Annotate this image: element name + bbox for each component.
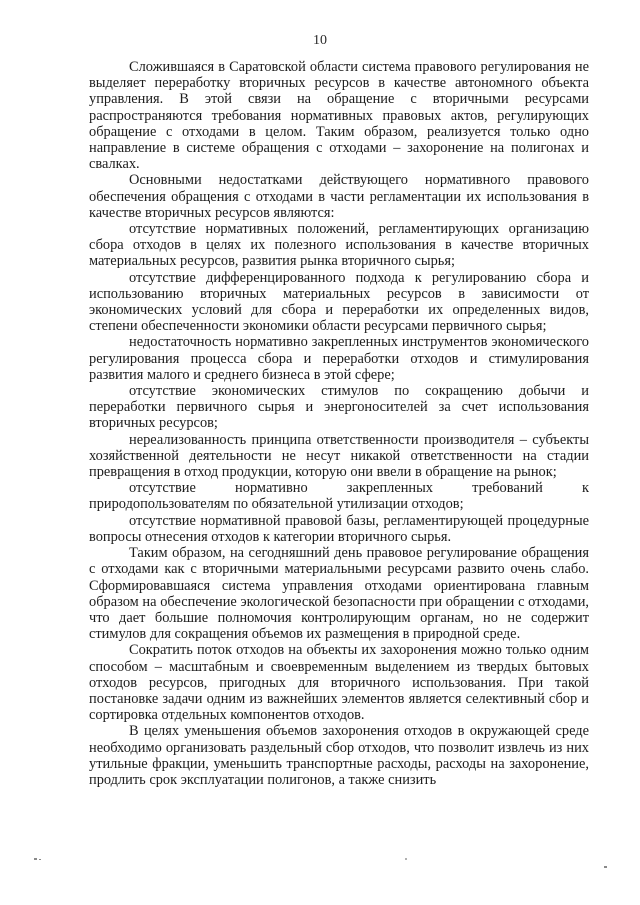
list-item-1: отсутствие нормативных положений, регламентирующих организацию сбора отходов в целях их полезного использования в качестве вторичных материальных ресурсов, развития рынка вторичного сырья;: [89, 221, 589, 270]
paragraph-5: В целях уменьшения объемов захоронения отходов в окружающей среде необходимо организовать раздельный сбор отходов, что позволит извлечь из них утильные фракции, уменьшить транспортные расходы, расходы на захоронение, продлить срок эксплуатации полигонов, а также снизить: [89, 723, 589, 788]
scan-mark-left: [34, 858, 37, 860]
body-text: [89, 59, 589, 788]
list-item-4: отсутствие экономических стимулов по сокращению добычи и переработки первичного сырья и энергоносителей за счет использования вторичных ресурсов;: [89, 383, 589, 432]
scan-mark-right: [604, 866, 607, 868]
paragraph-3: Таким образом, на сегодняшний день правовое регулирование обращения с отходами как с вторичными материальными ресурсами развито очень слабо. Сформировавшаяся система управления отходами ориентирована главным образом на обеспечение экологической безопасности при обращении с отходами, что дает большие полномочия контролирующим органам, но не содержит стимулов для сокращения объемов их размещения в природной среде.: [89, 545, 589, 643]
scan-mark-center: [405, 858, 407, 860]
paragraph-4: Сократить поток отходов на объекты их захоронения можно только одним способом – масштабным и своевременным выделением из твердых бытовых отходов ресурсов, пригодных для вторичного использования. При такой постановке задачи одним из важнейших элементов является селективный сбор и сортировка отдельных компонентов отходов.: [89, 642, 589, 724]
page-number: 10: [313, 33, 327, 48]
paragraph-1: Сложившаяся в Саратовской области система правового регулирования не выделяет переработку вторичных ресурсов в качестве автономного объекта управления. В этой связи на обращение с вторичными ресурсами распространяются требования нормативных правовых актов, регулирующих обращение с отходами в целом. Таким образом, реализуется только одно направление в системе обращения с отходами – захоронение на полигонах и свалках.: [89, 59, 589, 173]
scan-mark-left-2: [39, 859, 41, 860]
list-item-5: нереализованность принципа ответственности производителя – субъекты хозяйственной деятельности не несут никакой ответственности на стадии превращения в отход продукции, которую они ввели в обращение на рынок;: [89, 431, 589, 481]
list-item-6: отсутствие нормативно закрепленных требований к природопользователям по обязательной утилизации отходов;: [89, 480, 589, 513]
list-item-3: недостаточность нормативно закрепленных инструментов экономического регулирования процесса сбора и переработки отходов и стимулирования развития малого и среднего бизнеса в этой сфере;: [89, 334, 589, 383]
list-item-7: отсутствие нормативной правовой базы, регламентирующей процедурные вопросы отнесения отходов к категории вторичного сырья.: [89, 512, 589, 545]
paragraph-2: Основными недостатками действующего нормативного правового обеспечения обращения с отходами в части регламентации их использования в качестве вторичных ресурсов являются:: [89, 172, 589, 221]
list-item-2: отсутствие дифференцированного подхода к регулированию сбора и использованию вторичных материальных ресурсов в зависимости от экономических условий для сбора и переработки их определенных видов, степени обеспеченности экономики области ресурсами первичного сырья;: [89, 269, 589, 335]
